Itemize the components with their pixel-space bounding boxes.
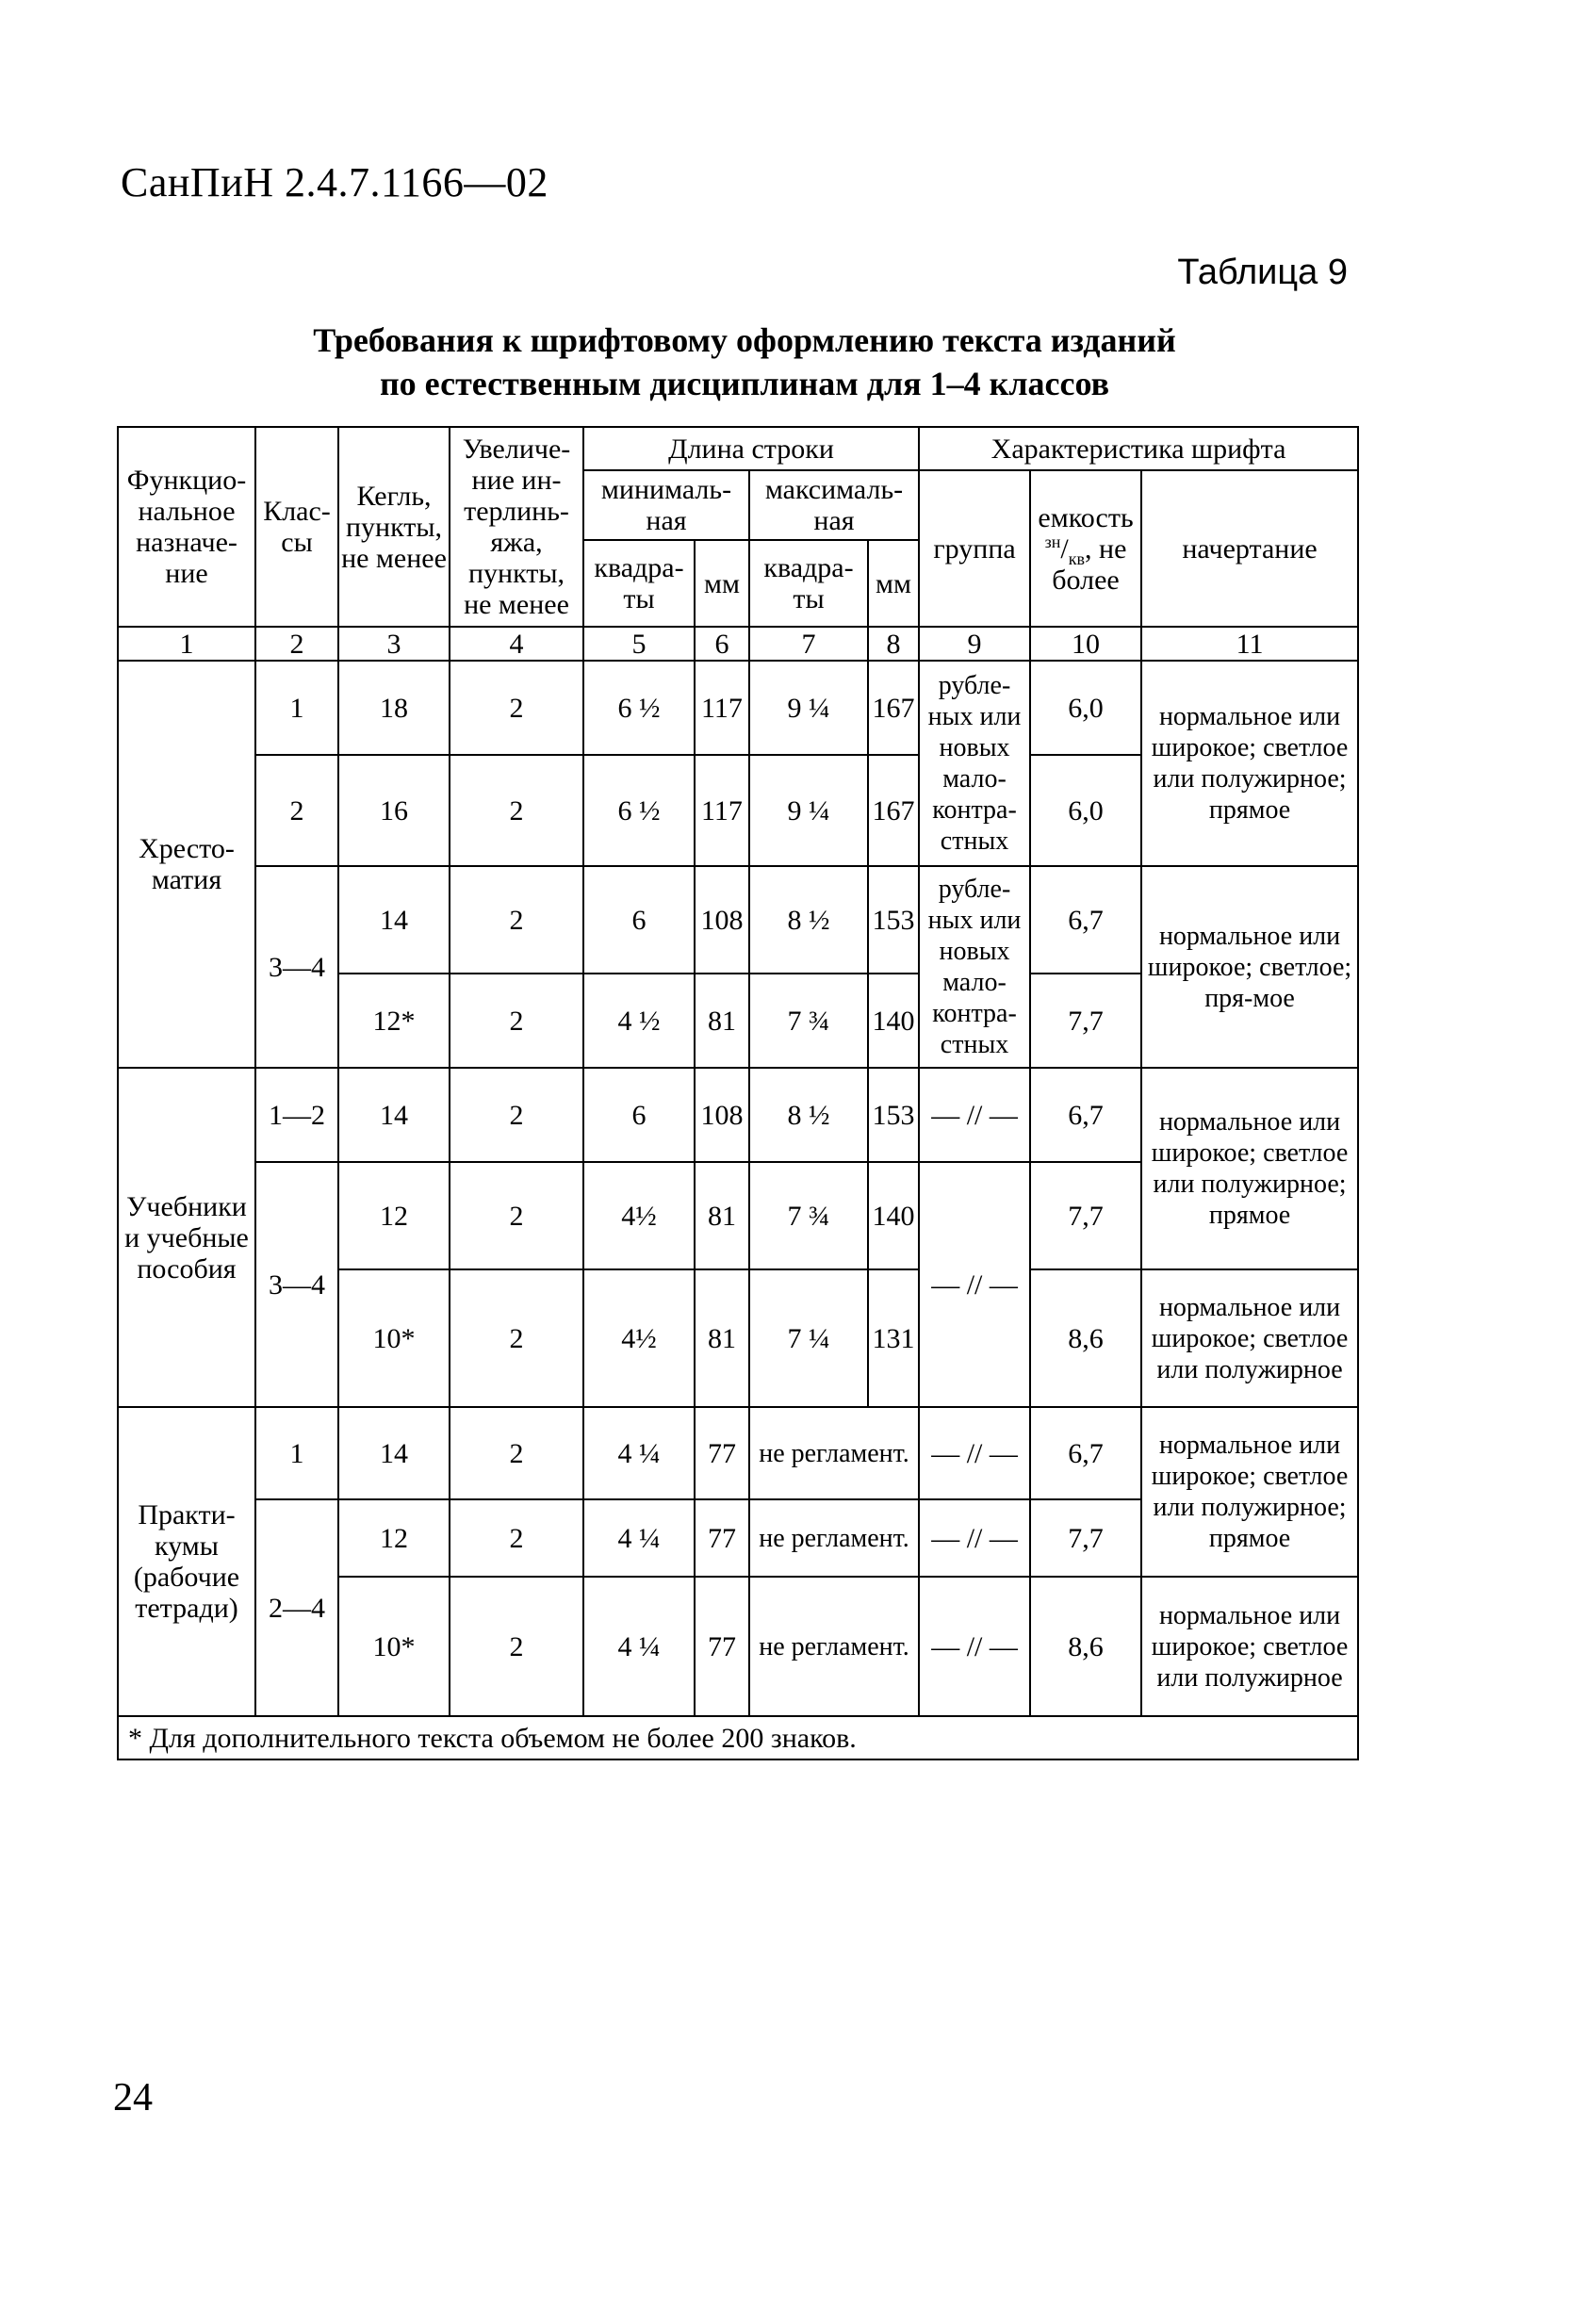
cell-leading: 2 — [450, 1577, 583, 1716]
cell-leading: 2 — [450, 661, 583, 755]
table-label: Таблица 9 — [1177, 253, 1348, 292]
cell-mm-min: 108 — [695, 866, 749, 974]
col-header-purpose: Функцио-нальное назначе-ние — [118, 427, 255, 627]
requirements-table — [117, 426, 1359, 1760]
cell-quads-max: 8 ½ — [749, 866, 868, 974]
cell-leading: 2 — [450, 1499, 583, 1577]
cell-class: 1 — [255, 1407, 338, 1499]
cell-quads-min: 4 ¼ — [583, 1577, 695, 1716]
col-header-capacity: емкость $^{зн}/_{кв}$, не более — [1030, 470, 1141, 627]
table-row — [118, 1068, 1358, 1162]
cell-face: нормальное или широкое; светлое; пря-мое — [1141, 866, 1358, 1068]
cell-capacity: 8,6 — [1030, 1577, 1141, 1716]
col-header-mm-min: мм — [695, 540, 749, 627]
cell-quads-max: 7 ¾ — [749, 974, 868, 1068]
cell-class: 2—4 — [255, 1499, 338, 1716]
col-number: 6 — [695, 627, 749, 661]
cell-mm-min: 117 — [695, 661, 749, 755]
cell-mm-max: 153 — [868, 1068, 919, 1162]
cell-group: — // — — [919, 1162, 1030, 1407]
cell-face: нормальное или широкое; светлое или полужирное; прямое — [1141, 1068, 1358, 1269]
caption-line-2: по естественным дисциплинам для 1–4 классов — [379, 365, 1110, 402]
cell-capacity: 8,6 — [1030, 1269, 1141, 1407]
col-number: 2 — [255, 627, 338, 661]
cell-mm-min: 81 — [695, 1269, 749, 1407]
table-row — [118, 661, 1358, 755]
col-header-group: группа — [919, 470, 1030, 627]
col-number: 4 — [450, 627, 583, 661]
cell-group: — // — — [919, 1499, 1030, 1577]
cell-leading: 2 — [450, 1407, 583, 1499]
cell-capacity: 6,7 — [1030, 1068, 1141, 1162]
cell-max-not-regulated: не регламент. — [749, 1577, 919, 1716]
cell-size: 12* — [338, 974, 450, 1068]
cell-class: 1—2 — [255, 1068, 338, 1162]
cell-size: 16 — [338, 755, 450, 866]
cell-size: 12 — [338, 1499, 450, 1577]
cell-leading: 2 — [450, 974, 583, 1068]
cell-size: 14 — [338, 866, 450, 974]
table-row — [118, 1407, 1358, 1499]
col-number: 11 — [1141, 627, 1358, 661]
cell-group: — // — — [919, 1068, 1030, 1162]
cell-quads-min: 6 ½ — [583, 755, 695, 866]
section-textbooks: Учебники и учебные пособия — [118, 1068, 255, 1407]
cell-mm-min: 81 — [695, 1162, 749, 1269]
cell-class: 3—4 — [255, 866, 338, 1068]
cell-mm-min: 117 — [695, 755, 749, 866]
cell-capacity: 6,0 — [1030, 661, 1141, 755]
col-number: 7 — [749, 627, 868, 661]
cell-group: рубле-ных или новых мало-контра-стных — [919, 661, 1030, 866]
cell-face: нормальное или широкое; светлое или полужирное — [1141, 1577, 1358, 1716]
cell-class: 2 — [255, 755, 338, 866]
cell-mm-max: 153 — [868, 866, 919, 974]
cell-quads-min: 4 ½ — [583, 974, 695, 1068]
cell-group: рубле-ных или новых мало-контра-стных — [919, 866, 1030, 1068]
cell-leading: 2 — [450, 755, 583, 866]
cell-mm-max: 131 — [868, 1269, 919, 1407]
cell-quads-min: 6 ½ — [583, 661, 695, 755]
cell-capacity: 7,7 — [1030, 1162, 1141, 1269]
col-header-size: Кегль, пункты, не менее — [338, 427, 450, 627]
cell-max-not-regulated: не регламент. — [749, 1407, 919, 1499]
cell-mm-min: 77 — [695, 1499, 749, 1577]
col-header-mm-max: мм — [868, 540, 919, 627]
cell-mm-min: 108 — [695, 1068, 749, 1162]
cell-mm-max: 167 — [868, 755, 919, 866]
cell-mm-min: 77 — [695, 1577, 749, 1716]
col-header-min: минималь-ная — [583, 470, 749, 540]
cell-quads-max: 7 ¼ — [749, 1269, 868, 1407]
cell-capacity: 7,7 — [1030, 974, 1141, 1068]
col-number: 9 — [919, 627, 1030, 661]
cell-leading: 2 — [450, 1162, 583, 1269]
cell-mm-max: 140 — [868, 1162, 919, 1269]
capacity-label-b: , не более — [1052, 532, 1127, 596]
cell-capacity: 6,7 — [1030, 866, 1141, 974]
capacity-label-a: емкость — [1038, 501, 1134, 533]
cell-capacity: 6,7 — [1030, 1407, 1141, 1499]
cell-capacity: 6,0 — [1030, 755, 1141, 866]
col-number: 3 — [338, 627, 450, 661]
col-header-line-length: Длина строки — [583, 427, 919, 470]
cell-capacity: 7,7 — [1030, 1499, 1141, 1577]
cell-size: 12 — [338, 1162, 450, 1269]
col-number: 1 — [118, 627, 255, 661]
cell-quads-min: 6 — [583, 866, 695, 974]
cell-quads-min: 6 — [583, 1068, 695, 1162]
table-row — [118, 866, 1358, 974]
caption-line-1: Требования к шрифтовому оформлению текста изданий — [313, 321, 1176, 359]
cell-leading: 2 — [450, 1068, 583, 1162]
cell-mm-min: 77 — [695, 1407, 749, 1499]
cell-quads-min: 4 ¼ — [583, 1499, 695, 1577]
cell-quads-max: 9 ¼ — [749, 661, 868, 755]
table-caption — [188, 319, 1301, 405]
cell-mm-min: 81 — [695, 974, 749, 1068]
cell-group: — // — — [919, 1407, 1030, 1499]
cell-leading: 2 — [450, 866, 583, 974]
col-header-font-char: Характеристика шрифта — [919, 427, 1358, 470]
cell-quads-max: 7 ¾ — [749, 1162, 868, 1269]
col-header-quads-min: квадра-ты — [583, 540, 695, 627]
cell-size: 14 — [338, 1407, 450, 1499]
capacity-sub: кв — [1068, 548, 1086, 568]
cell-group: — // — — [919, 1577, 1030, 1716]
section-anthology: Хресто-матия — [118, 661, 255, 1068]
section-workbooks: Практи-кумы (рабочие тетради) — [118, 1407, 255, 1716]
cell-size: 10* — [338, 1577, 450, 1716]
cell-quads-max: 8 ½ — [749, 1068, 868, 1162]
cell-quads-min: 4 ¼ — [583, 1407, 695, 1499]
cell-class: 1 — [255, 661, 338, 755]
cell-leading: 2 — [450, 1269, 583, 1407]
document-code: СанПиН 2.4.7.1166—02 — [121, 159, 548, 205]
col-number: 5 — [583, 627, 695, 661]
cell-size: 14 — [338, 1068, 450, 1162]
col-header-quads-max: квадра-ты — [749, 540, 868, 627]
capacity-sup: зн — [1044, 532, 1061, 551]
page-number: 24 — [113, 2076, 153, 2119]
cell-mm-max: 140 — [868, 974, 919, 1068]
footnote-row — [118, 1716, 1358, 1759]
col-header-leading: Увеличе-ние ин-терлинь-яжа, пункты, не менее — [450, 427, 583, 627]
cell-class: 3—4 — [255, 1162, 338, 1407]
cell-quads-min: 4½ — [583, 1162, 695, 1269]
col-header-max: максималь-ная — [749, 470, 919, 540]
col-header-classes: Клас-сы — [255, 427, 338, 627]
cell-face: нормальное или широкое; светлое или полужирное; прямое — [1141, 661, 1358, 866]
cell-face: нормальное или широкое; светлое или полужирное; прямое — [1141, 1407, 1358, 1577]
col-number: 10 — [1030, 627, 1141, 661]
cell-face: нормальное или широкое; светлое или полужирное — [1141, 1269, 1358, 1407]
col-header-face: начертание — [1141, 470, 1358, 627]
cell-quads-min: 4½ — [583, 1269, 695, 1407]
cell-size: 10* — [338, 1269, 450, 1407]
footnote: * Для дополнительного текста объемом не более 200 знаков. — [118, 1716, 1358, 1759]
cell-size: 18 — [338, 661, 450, 755]
cell-quads-max: 9 ¼ — [749, 755, 868, 866]
cell-max-not-regulated: не регламент. — [749, 1499, 919, 1577]
col-number: 8 — [868, 627, 919, 661]
cell-mm-max: 167 — [868, 661, 919, 755]
